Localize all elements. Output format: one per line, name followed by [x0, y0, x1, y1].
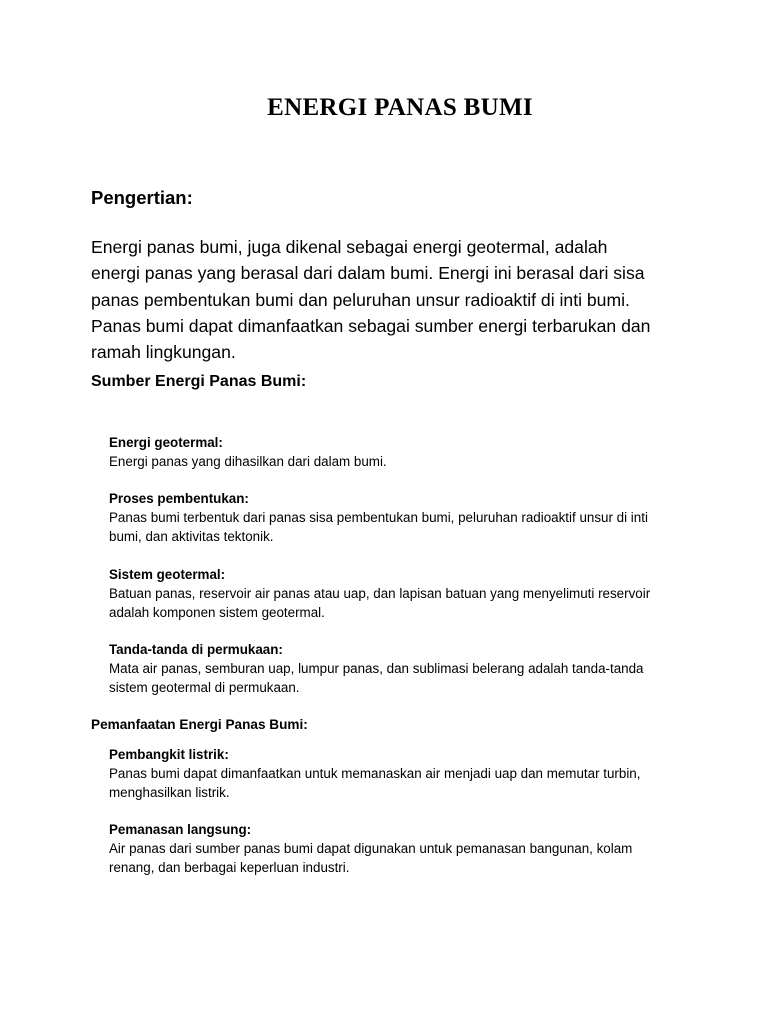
source-item-formation — [109, 489, 679, 546]
use-item-title: Pembangkit listrik: — [109, 747, 229, 762]
source-item-title: Energi geotermal: — [109, 435, 223, 450]
source-item-surface-signs — [109, 640, 679, 697]
use-item-power-plant — [109, 745, 679, 802]
definition-heading: Pengertian: — [91, 187, 193, 208]
source-item-title: Tanda-tanda di permukaan: — [109, 642, 283, 657]
use-item-title: Pemanasan langsung: — [109, 822, 252, 837]
source-item-title: Proses pembentukan: — [109, 491, 249, 506]
use-item-text: Panas bumi dapat dimanfaatkan untuk memanaskan air menjadi uap dan memutar turbin, menghasilkan listrik. — [109, 766, 641, 800]
use-item-direct-heating — [109, 820, 679, 877]
uses-heading: Pemanfaatan Energi Panas Bumi: — [91, 717, 308, 732]
source-item-text: Mata air panas, semburan uap, lumpur panas, dan sublimasi belerang adalah tanda-tanda sistem geotermal di permukaan. — [109, 661, 644, 695]
source-item-text: Panas bumi terbentuk dari panas sisa pembentukan bumi, peluruhan radioaktif unsur di inti bumi, dan aktivitas tektonik. — [109, 510, 648, 544]
definition-text: Energi panas bumi, juga dikenal sebagai energi geotermal, adalah energi panas yang berasal dari dalam bumi. Energi ini berasal dari sisa panas pembentukan bumi dan peluruhan unsur radioaktif di inti bumi. Panas bumi dapat dimanfaatkan sebagai sumber energi terbarukan dan ramah lingkungan. — [91, 237, 651, 363]
source-item-text: Energi panas yang dihasilkan dari dalam bumi. — [109, 454, 387, 469]
sources-heading: Sumber Energi Panas Bumi: — [91, 373, 307, 390]
source-item-text: Batuan panas, reservoir air panas atau uap, dan lapisan batuan yang menyelimuti reservoir adalah komponen sistem geotermal. — [109, 586, 651, 620]
source-item-system — [109, 565, 679, 622]
document-title: ENERGI PANAS BUMI — [267, 94, 533, 121]
source-item-geothermal — [109, 433, 679, 471]
use-item-text: Air panas dari sumber panas bumi dapat digunakan untuk pemanasan bangunan, kolam renang, dan berbagai keperluan industri. — [109, 841, 633, 875]
source-item-title: Sistem geotermal: — [109, 567, 226, 582]
